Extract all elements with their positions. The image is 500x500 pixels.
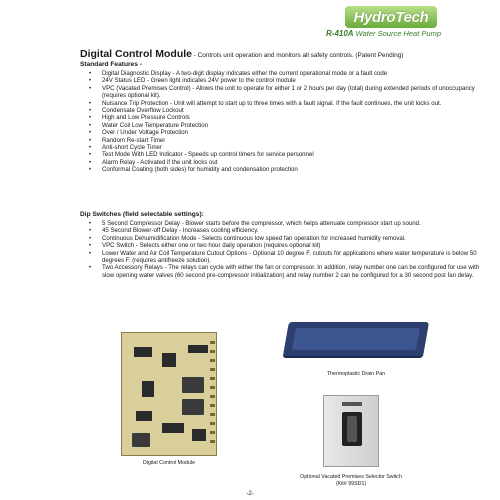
terminal-pin	[210, 368, 215, 371]
list-item: • Test Mode With LED Indicator - Speeds up control timers for service personnel	[80, 151, 485, 158]
drain-pan-caption: Thermoplastic Drain Pan	[326, 371, 386, 377]
list-item: • Continuous Dehumidification Mode - Selects continuous low speed fan operation for increased humidity removal.	[80, 235, 485, 242]
ic-chip-component	[162, 423, 184, 433]
list-item: • 5 Second Compressor Delay - Blower starts before the compressor, which helps attenuate compressor start up sound.	[80, 220, 485, 227]
standard-features-title: Standard Features -	[80, 61, 142, 68]
relay-component	[132, 433, 150, 447]
terminal-pin	[210, 431, 215, 434]
standard-features-list	[80, 70, 485, 174]
list-item: • Two Accessory Relays - The relays can cycle with either the fan or compressor. In addition, relay number one can be configured for use with slow opening water valves (60 second pre-compressor initialization) and relay number 2 can be configured for a 30 second post fan delay.	[80, 264, 485, 279]
list-item: • VPC Switch - Selects either one or two hour daily operation (requires optional kit)	[80, 242, 485, 249]
terminal-pin	[210, 404, 215, 407]
list-item: • Over / Under Voltage Protection	[80, 129, 485, 136]
terminal-pin	[210, 359, 215, 362]
page-description: - Controls unit operation and monitors all safety controls. (Patent Pending)	[192, 52, 404, 59]
terminal-pin	[210, 341, 215, 344]
dip-switches-list	[80, 220, 485, 279]
ic-chip-component	[142, 381, 154, 397]
list-item: • Condensate Overflow Lockout	[80, 107, 485, 114]
switch-rocker	[347, 416, 357, 442]
page-heading	[80, 44, 490, 62]
terminal-pin	[210, 422, 215, 425]
control-module-image	[121, 332, 217, 456]
drain-pan-image	[283, 322, 429, 356]
list-item: • Alarm Relay - Activated if the unit locks out	[80, 159, 485, 166]
hydrotech-logo	[345, 6, 437, 28]
ic-chip-component	[162, 353, 176, 367]
ic-chip-component	[134, 347, 152, 357]
terminal-pin	[210, 350, 215, 353]
terminal-pin	[210, 440, 215, 443]
list-item: • 24V Status LED - Green light indicates 24V power to the control module	[80, 77, 485, 84]
ic-chip-component	[136, 411, 152, 421]
list-item: • Water Coil Low Temperature Protection	[80, 122, 485, 129]
terminal-pin	[210, 386, 215, 389]
relay-component	[182, 377, 204, 393]
control-module-caption: Digital Control Module	[142, 460, 196, 466]
list-item: • Random Re-start Timer	[80, 137, 485, 144]
list-item: • Nuisance Trip Protection - Unit will attempt to start up to three times with a fault signal. If the fault continues, the unit locks out.	[80, 100, 485, 107]
page-number: -2-	[246, 491, 254, 497]
selector-switch-kit: (Kit# 99SD1)	[335, 481, 367, 487]
switch-body	[342, 412, 362, 446]
ic-chip-component	[192, 429, 206, 441]
relay-component	[182, 399, 204, 415]
product-subtitle	[326, 29, 441, 38]
list-item: • Digital Diagnostic Display - A two-digit display indicates either the current operational mode or a fault code	[80, 70, 485, 77]
list-item: • Anti-short Cycle Timer	[80, 144, 485, 151]
selector-switch-caption: Optional Vacated Premises Selector Switch	[300, 474, 402, 480]
terminal-pin	[210, 377, 215, 380]
list-item: • VPC (Vacated Premises Control) - Allows the unit to operate for either 1 or 2 hours per day (total) during extended periods of unoccupancy (requires optional kit).	[80, 85, 485, 100]
page-title: Digital Control Module	[80, 48, 192, 60]
list-item: • High and Low Pressure Controls	[80, 114, 485, 121]
model-number: R-410A	[326, 29, 354, 38]
terminal-pin	[210, 395, 215, 398]
product-type: Water Source Heat Pump	[355, 29, 441, 38]
selector-switch-image	[323, 395, 379, 467]
list-item: • Lower Water and Air Coil Temperature Cutout Options - Optional 10 degree F. cutouts for applications where water temperature is below 50 degrees F. (requires antifreeze solution).	[80, 250, 485, 265]
terminal-pin	[210, 413, 215, 416]
list-item: • 45 Second Blower-off Delay - Increases cooling efficiency.	[80, 227, 485, 234]
list-item: • Conformal Coating (both sides) for humidity and condensation protection	[80, 166, 485, 173]
ic-chip-component	[188, 345, 208, 353]
dip-switches-title: Dip Switches (field selectable settings):	[80, 211, 204, 218]
logo-text: HydroTech	[353, 8, 429, 26]
switch-label-plate	[342, 402, 362, 406]
drain-pan-basin	[292, 328, 420, 350]
